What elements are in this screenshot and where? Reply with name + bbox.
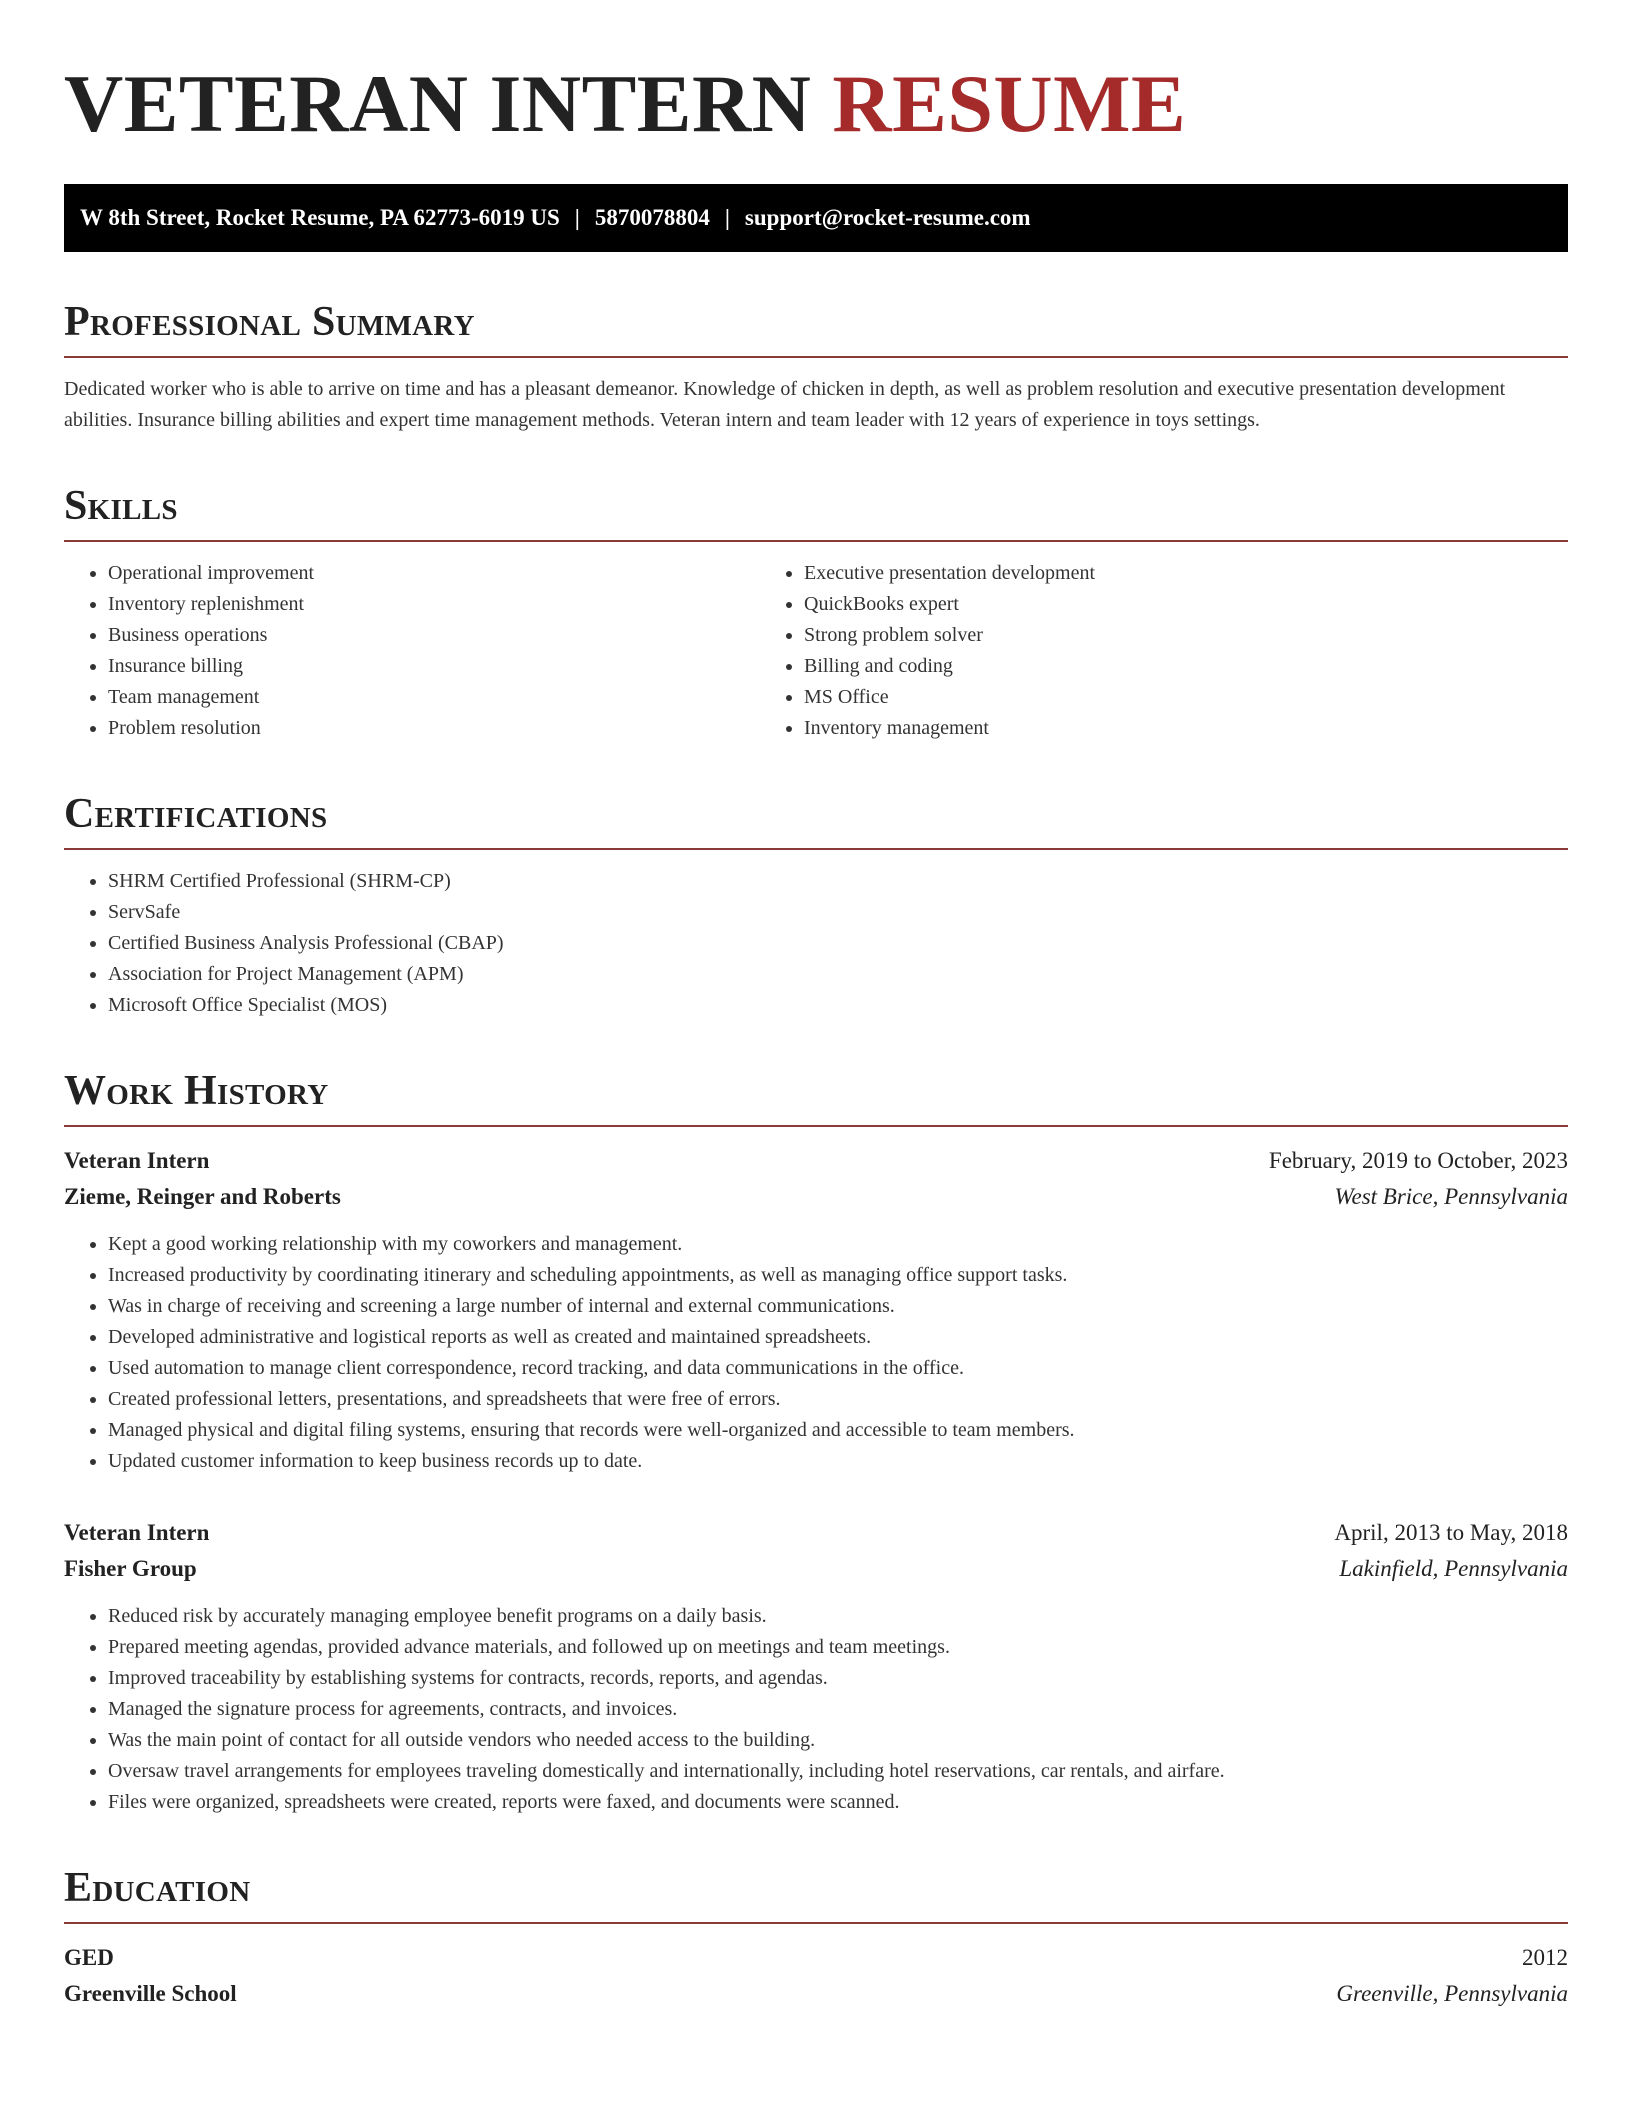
education-degree-row	[64, 1940, 1568, 1976]
section-divider	[64, 848, 1568, 850]
job-company: Zieme, Reinger and Roberts	[64, 1184, 341, 1209]
certification-item: • Association for Project Management (APM)	[108, 959, 1568, 990]
job-title: Veteran Intern	[64, 1520, 210, 1545]
section-divider	[64, 1125, 1568, 1127]
education-heading: Education	[64, 1865, 251, 1911]
section-divider	[64, 1922, 1568, 1924]
job-title-row	[64, 1143, 1568, 1179]
job-duty: • Reduced risk by accurately managing employee benefit programs on a daily basis.	[108, 1601, 1568, 1632]
skill-item: • MS Office	[804, 682, 1456, 713]
contact-email: support@rocket-resume.com	[744, 205, 1031, 230]
job-duty: • Managed physical and digital filing systems, ensuring that records were well-organized and accessible to team members.	[108, 1415, 1568, 1446]
skill-item: • Business operations	[108, 620, 760, 651]
contact-bar	[64, 184, 1568, 252]
skills-section	[64, 480, 1568, 744]
education-degree: GED	[64, 1945, 114, 1970]
contact-separator: |	[574, 205, 580, 230]
certification-item: • SHRM Certified Professional (SHRM-CP)	[108, 866, 1568, 897]
job-duty: • Files were organized, spreadsheets were created, reports were faxed, and documents were scanned.	[108, 1787, 1568, 1818]
work-history-section	[64, 1065, 1568, 1818]
job-duty: • Increased productivity by coordinating itinerary and scheduling appointments, as well as managing office support tasks.	[108, 1260, 1568, 1291]
skill-item: • QuickBooks expert	[804, 589, 1456, 620]
education-location: Greenville, Pennsylvania	[1336, 1981, 1568, 2006]
job-dates: February, 2019 to October, 2023	[1268, 1148, 1568, 1173]
job-duty: • Updated customer information to keep business records up to date.	[108, 1446, 1568, 1477]
contact-separator: |	[724, 205, 730, 230]
skill-item: • Billing and coding	[804, 651, 1456, 682]
job-duty: • Created professional letters, presentations, and spreadsheets that were free of errors.	[108, 1384, 1568, 1415]
certification-item: • Microsoft Office Specialist (MOS)	[108, 990, 1568, 1021]
job-company-row	[64, 1179, 1568, 1215]
summary-heading: Professional Summary	[64, 299, 475, 345]
skill-item: • Inventory management	[804, 713, 1456, 744]
job-duty: • Improved traceability by establishing systems for contracts, records, reports, and agendas.	[108, 1663, 1568, 1694]
skill-item: • Problem resolution	[108, 713, 760, 744]
resume-title	[64, 58, 1568, 150]
education-school: Greenville School	[64, 1981, 237, 2006]
summary-section	[64, 296, 1568, 436]
job-title: Veteran Intern	[64, 1148, 210, 1173]
job-duty: • Developed administrative and logistical reports as well as created and maintained spreadsheets.	[108, 1322, 1568, 1353]
section-divider	[64, 356, 1568, 358]
job-company: Fisher Group	[64, 1556, 197, 1581]
skill-item: • Team management	[108, 682, 760, 713]
education-section	[64, 1862, 1568, 2012]
skills-heading: Skills	[64, 483, 178, 529]
job-entry	[64, 1515, 1568, 1818]
work-history-heading: Work History	[64, 1068, 329, 1114]
job-duty: • Used automation to manage client correspondence, record tracking, and data communications in the office.	[108, 1353, 1568, 1384]
education-entry	[64, 1940, 1568, 2012]
job-company-row	[64, 1551, 1568, 1587]
job-duty: • Prepared meeting agendas, provided advance materials, and followed up on meetings and team meetings.	[108, 1632, 1568, 1663]
contact-phone: 5870078804	[594, 205, 710, 230]
skill-item: • Inventory replenishment	[108, 589, 760, 620]
title-accent: RESUME	[832, 58, 1187, 149]
job-dates: April, 2013 to May, 2018	[1334, 1520, 1568, 1545]
skill-item: • Executive presentation development	[804, 558, 1456, 589]
certifications-heading: Certifications	[64, 791, 328, 837]
job-duty: • Oversaw travel arrangements for employees traveling domestically and internationally, including hotel reservations, car rentals, and airfare.	[108, 1756, 1568, 1787]
job-duties-list	[64, 1601, 1568, 1818]
job-duty: • Was the main point of contact for all outside vendors who needed access to the building.	[108, 1725, 1568, 1756]
job-duties-list	[64, 1229, 1568, 1477]
skill-item: • Strong problem solver	[804, 620, 1456, 651]
skill-item: • Operational improvement	[108, 558, 760, 589]
certifications-list	[64, 866, 1568, 1021]
certification-item: • ServSafe	[108, 897, 1568, 928]
contact-address: W 8th Street, Rocket Resume, PA 62773-6019 US	[80, 205, 560, 230]
job-duty: • Was in charge of receiving and screening a large number of internal and external communications.	[108, 1291, 1568, 1322]
section-divider	[64, 540, 1568, 542]
education-year: 2012	[1522, 1945, 1568, 1970]
title-main: VETERAN INTERN	[64, 58, 812, 149]
job-title-row	[64, 1515, 1568, 1551]
job-duty: • Kept a good working relationship with my coworkers and management.	[108, 1229, 1568, 1260]
job-entry	[64, 1143, 1568, 1477]
skills-grid	[64, 558, 1568, 744]
certification-item: • Certified Business Analysis Professional (CBAP)	[108, 928, 1568, 959]
job-location: West Brice, Pennsylvania	[1334, 1184, 1568, 1209]
skill-item: • Insurance billing	[108, 651, 760, 682]
summary-text: Dedicated worker who is able to arrive on time and has a pleasant demeanor. Knowledge of chicken in depth, as well as problem resolution and executive presentation development abilities. Insurance billing abilities and expert time management methods. Veteran intern and team leader with 12 years of experience in toys settings.	[64, 378, 1506, 431]
skills-list-left	[64, 558, 760, 744]
certifications-section	[64, 788, 1568, 1021]
job-location: Lakinfield, Pennsylvania	[1339, 1556, 1568, 1581]
job-duty: • Managed the signature process for agreements, contracts, and invoices.	[108, 1694, 1568, 1725]
skills-list-right	[760, 558, 1456, 744]
education-school-row	[64, 1976, 1568, 2012]
